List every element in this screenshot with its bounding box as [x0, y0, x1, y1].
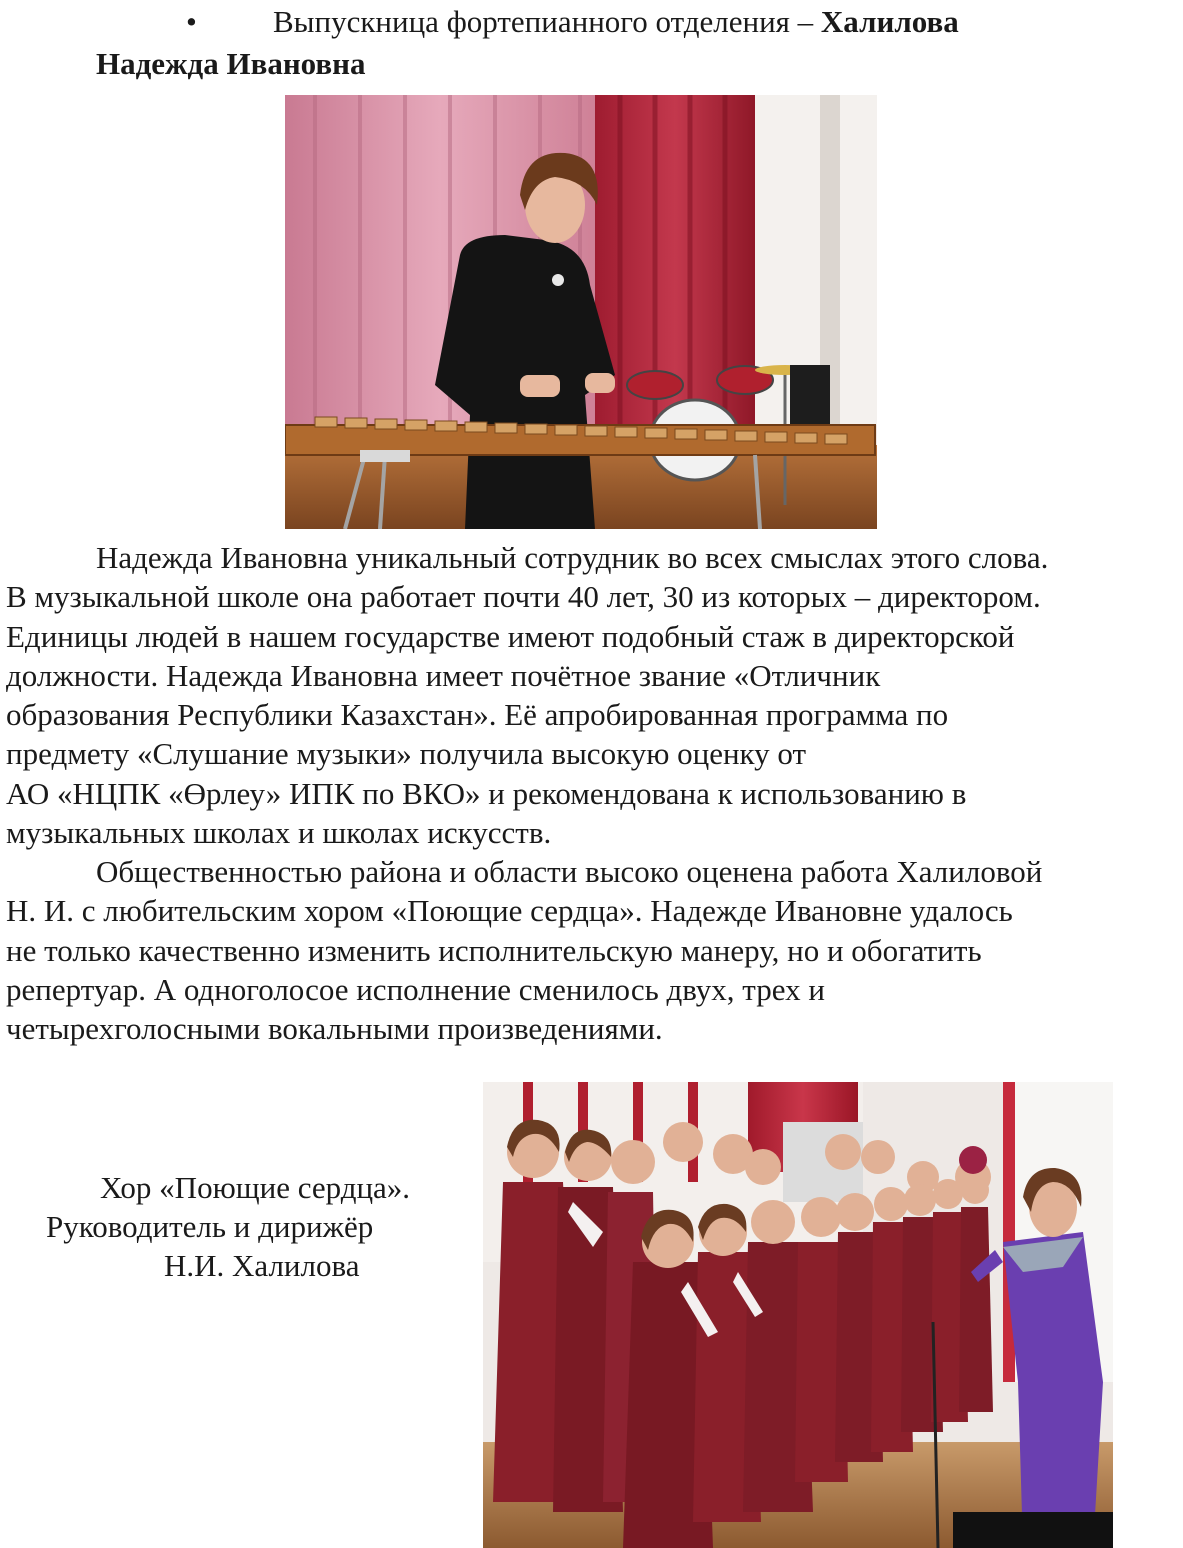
- paragraph-line: четырехголосными вокальными произведениями.: [6, 1011, 663, 1047]
- heading-line-1: [273, 2, 959, 42]
- paragraph-line: Надежда Ивановна уникальный сотрудник во всех смыслах этого слова.: [96, 540, 1049, 575]
- paragraph-line: музыкальных школах и школах искусств.: [6, 815, 552, 851]
- paragraph-line: не только качественно изменить исполнительскую манеру, но и обогатить: [6, 932, 982, 968]
- paragraph-line: предмету «Слушание музыки» получила высокую оценку от: [6, 736, 807, 772]
- paragraph-choir: [6, 852, 1181, 1048]
- caption-line: Н.И. Халилова: [164, 1248, 360, 1283]
- caption-line: Хор «Поющие сердца».: [100, 1170, 411, 1205]
- choir-photo: [483, 1082, 1113, 1548]
- paragraph-line: репертуар. А одноголосое исполнение сменилось двух, трех и: [6, 971, 825, 1007]
- paragraph-line: должности. Надежда Ивановна имеет почётное звание «Отличник: [6, 657, 881, 693]
- paragraph-line: Общественностью района и области высоко оценена работа Халиловой: [96, 854, 1043, 889]
- marimba-photo-illustration: [285, 95, 877, 529]
- paragraph-biography: [6, 538, 1181, 852]
- paragraph-line: Н. И. с любительским хором «Поющие сердца». Надежде Ивановне удалось: [6, 893, 1013, 929]
- marimba-photo: [285, 95, 877, 529]
- heading-name: Надежда Ивановна: [96, 46, 366, 81]
- paragraph-line: В музыкальной школе она работает почти 40 лет, 30 из которых – директором.: [6, 579, 1041, 615]
- heading-surname: Халилова: [820, 4, 959, 39]
- paragraph-line: образования Республики Казахстан». Её апробированная программа по: [6, 697, 949, 733]
- bullet: •: [186, 4, 197, 39]
- choir-photo-illustration: [483, 1082, 1113, 1548]
- heading-text: Выпускница фортепианного отделения –: [273, 4, 821, 39]
- paragraph-line: АО «НЦПК «Өрлеу» ИПК по ВКО» и рекомендована к использованию в: [6, 775, 967, 811]
- caption-line: Руководитель и дирижёр: [46, 1209, 374, 1244]
- paragraph-line: Единицы людей в нашем государстве имеют подобный стаж в директорской: [6, 618, 1015, 654]
